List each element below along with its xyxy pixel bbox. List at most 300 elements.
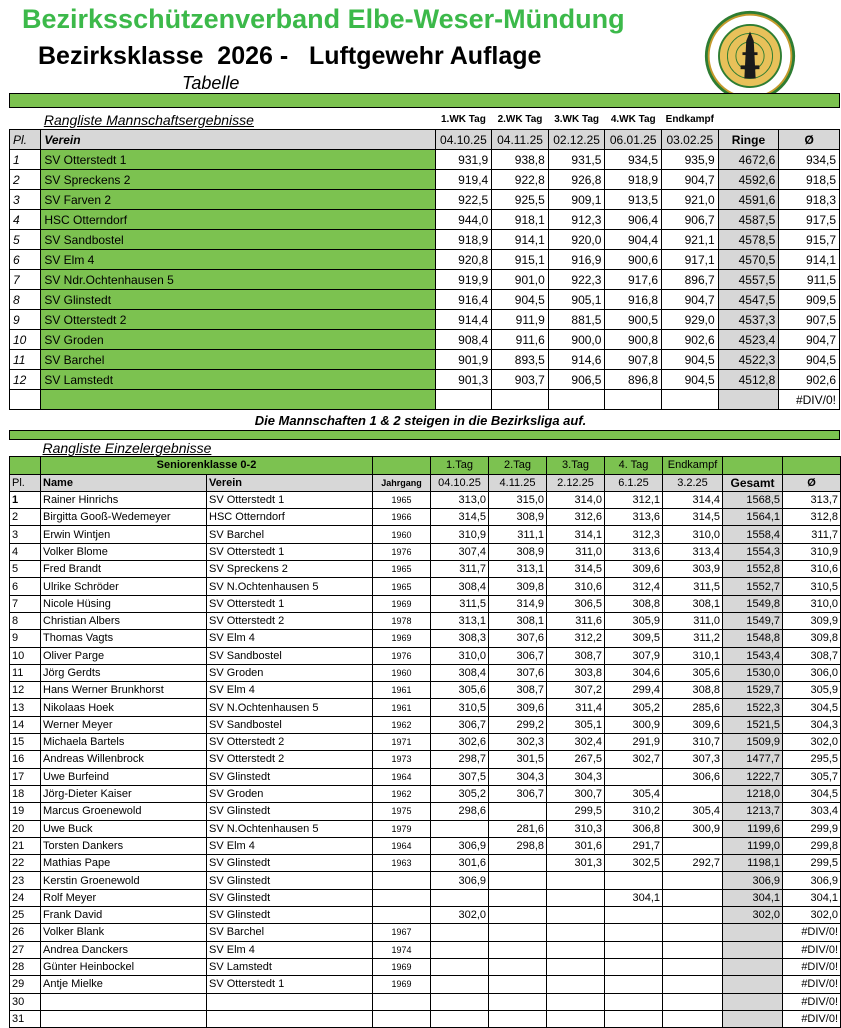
name-cell: Werner Meyer [41, 716, 207, 733]
score-cell: 911,9 [492, 310, 549, 330]
score-cell: 302,3 [489, 734, 547, 751]
year-cell: 1964 [373, 837, 431, 854]
place-cell: 12 [10, 370, 41, 390]
score-cell: 906,7 [662, 210, 719, 230]
score-cell: 302,4 [547, 734, 605, 751]
total-cell [723, 1010, 783, 1027]
year-cell: 1971 [373, 734, 431, 751]
year-cell: 1969 [373, 595, 431, 612]
score-cell: 301,3 [547, 855, 605, 872]
single-header-row [10, 474, 841, 491]
score-cell: 314,5 [547, 561, 605, 578]
club-cell: SV Otterstedt 2 [207, 612, 373, 629]
place-cell: 1 [10, 150, 41, 170]
table-row [10, 270, 840, 290]
score-cell: 881,5 [548, 310, 605, 330]
total-cell: 1477,7 [723, 751, 783, 768]
score-cell: 308,9 [489, 543, 547, 560]
year-cell: 1974 [373, 941, 431, 958]
org-title: Bezirksschützenverband Elbe-Weser-Mündung [22, 4, 625, 34]
avg-cell: 914,1 [779, 250, 840, 270]
score-cell: 312,2 [547, 630, 605, 647]
score-cell [547, 907, 605, 924]
single-ranking-table [9, 440, 841, 1028]
score-cell: 909,1 [548, 190, 605, 210]
place-cell: 6 [10, 578, 41, 595]
col-verein: Verein [41, 130, 435, 150]
club-cell: SV Otterstedt 1 [41, 150, 435, 170]
score-cell [489, 1010, 547, 1027]
place-cell [10, 390, 41, 410]
association-logo [703, 9, 797, 103]
table-row [10, 170, 840, 190]
col-date: 04.10.25 [435, 130, 492, 150]
avg-cell: #DIV/0! [783, 993, 841, 1010]
score-cell [663, 1010, 723, 1027]
club-cell: SV Barchel [207, 924, 373, 941]
total-cell [723, 941, 783, 958]
score-cell: 300,9 [605, 716, 663, 733]
name-cell: Erwin Wintjen [41, 526, 207, 543]
score-cell [489, 872, 547, 889]
score-cell [605, 976, 663, 993]
total-cell: 302,0 [723, 907, 783, 924]
avg-cell: #DIV/0! [783, 1010, 841, 1027]
score-cell [605, 872, 663, 889]
score-cell: 311,5 [431, 595, 489, 612]
score-cell [431, 1010, 489, 1027]
score-cell: 916,9 [548, 250, 605, 270]
place-cell: 7 [10, 595, 41, 612]
score-cell: 305,9 [605, 612, 663, 629]
score-cell: 310,9 [431, 526, 489, 543]
col-ringe: Ringe [718, 130, 779, 150]
score-cell: 301,6 [547, 837, 605, 854]
score-cell: 307,4 [431, 543, 489, 560]
name-cell: Günter Heinbockel [41, 958, 207, 975]
score-cell [489, 976, 547, 993]
table-row [10, 958, 841, 975]
year-cell [373, 993, 431, 1010]
team-header-row [10, 130, 840, 150]
avg-cell: 305,9 [783, 682, 841, 699]
place-cell: 10 [10, 647, 41, 664]
table-row [10, 924, 841, 941]
place-cell: 19 [10, 803, 41, 820]
score-cell: 901,3 [435, 370, 492, 390]
club-cell: SV Elm 4 [207, 682, 373, 699]
ringe-cell: 4591,6 [718, 190, 779, 210]
table-row [10, 941, 841, 958]
total-cell: 1549,7 [723, 612, 783, 629]
col-date: 03.02.25 [662, 130, 719, 150]
club-cell: SV Glinstedt [207, 855, 373, 872]
score-cell: 915,1 [492, 250, 549, 270]
name-cell [41, 1010, 207, 1027]
place-cell: 18 [10, 785, 41, 802]
score-cell [489, 907, 547, 924]
score-cell: 291,9 [605, 734, 663, 751]
place-cell: 20 [10, 820, 41, 837]
total-cell: 1564,1 [723, 509, 783, 526]
name-cell: Jörg Gerdts [41, 664, 207, 681]
club-cell: SV Otterstedt 2 [41, 310, 435, 330]
score-cell: 281,6 [489, 820, 547, 837]
score-cell: 313,1 [431, 612, 489, 629]
score-cell: 299,2 [489, 716, 547, 733]
score-cell [605, 390, 662, 410]
avg-cell: 306,9 [783, 872, 841, 889]
tag-label: 3.Tag [547, 457, 605, 474]
avg-cell: 904,5 [779, 350, 840, 370]
name-cell: Frank David [41, 907, 207, 924]
score-cell: 308,8 [605, 595, 663, 612]
col-avg: Ø [779, 130, 840, 150]
score-cell: 926,8 [548, 170, 605, 190]
club-cell: SV Groden [41, 330, 435, 350]
score-cell: 925,5 [492, 190, 549, 210]
year-cell: 1965 [373, 561, 431, 578]
place-cell: 23 [10, 872, 41, 889]
table-row [10, 716, 841, 733]
avg-cell: 299,8 [783, 837, 841, 854]
table-row [10, 561, 841, 578]
score-cell: 305,1 [547, 716, 605, 733]
table-row [10, 290, 840, 310]
tag-label: 2.Tag [489, 457, 547, 474]
club-cell: SV Sandbostel [207, 647, 373, 664]
avg-cell: 306,0 [783, 664, 841, 681]
score-cell [663, 976, 723, 993]
score-cell [605, 924, 663, 941]
place-cell: 2 [10, 170, 41, 190]
name-cell: Michaela Bartels [41, 734, 207, 751]
club-cell: SV Lamstedt [207, 958, 373, 975]
avg-cell: 304,1 [783, 889, 841, 906]
year-cell: 1967 [373, 924, 431, 941]
club-cell: SV Spreckens 2 [207, 561, 373, 578]
score-cell: 301,6 [431, 855, 489, 872]
table-row [10, 907, 841, 924]
score-cell: 306,7 [431, 716, 489, 733]
score-cell: 308,3 [431, 630, 489, 647]
tag-label: Endkampf [663, 457, 723, 474]
wk-label: 1.WK Tag [440, 114, 486, 125]
score-cell [547, 976, 605, 993]
table-row [10, 820, 841, 837]
table-row [10, 350, 840, 370]
place-cell: 17 [10, 768, 41, 785]
team-ranking-table [9, 110, 840, 410]
score-cell: 306,7 [489, 647, 547, 664]
score-cell [489, 855, 547, 872]
score-cell: 302,0 [431, 907, 489, 924]
score-cell: 916,4 [435, 290, 492, 310]
score-cell: 893,5 [492, 350, 549, 370]
year-cell: 1962 [373, 716, 431, 733]
table-row [10, 612, 841, 629]
table-row [10, 664, 841, 681]
score-cell: 313,0 [431, 491, 489, 508]
club-cell: SV Otterstedt 2 [207, 734, 373, 751]
score-cell: 299,4 [605, 682, 663, 699]
score-cell [431, 941, 489, 958]
avg-cell: #DIV/0! [783, 976, 841, 993]
col-name: Name [41, 474, 207, 491]
place-cell: 4 [10, 210, 41, 230]
single-class: Seniorenklasse 0-2 [41, 457, 373, 474]
score-cell: 307,5 [431, 768, 489, 785]
ringe-cell: 4570,5 [718, 250, 779, 270]
single-caption-row [10, 440, 841, 457]
score-cell [605, 1010, 663, 1027]
score-cell: 311,0 [663, 612, 723, 629]
total-cell: 1543,4 [723, 647, 783, 664]
total-cell: 1558,4 [723, 526, 783, 543]
score-cell: 913,5 [605, 190, 662, 210]
club-cell: SV Sandbostel [207, 716, 373, 733]
score-cell [663, 941, 723, 958]
score-cell: 919,9 [435, 270, 492, 290]
place-cell: 25 [10, 907, 41, 924]
col-date: 3.2.25 [663, 474, 723, 491]
score-cell: 917,1 [662, 250, 719, 270]
year-cell: 1976 [373, 647, 431, 664]
score-cell [489, 889, 547, 906]
table-row [10, 976, 841, 993]
total-cell [723, 924, 783, 941]
club-cell: SV Elm 4 [207, 630, 373, 647]
score-cell: 310,3 [547, 820, 605, 837]
place-cell: 3 [10, 190, 41, 210]
score-cell: 267,5 [547, 751, 605, 768]
club-cell: SV Glinstedt [207, 872, 373, 889]
place-cell: 29 [10, 976, 41, 993]
score-cell: 900,8 [605, 330, 662, 350]
name-cell: Rainer Hinrichs [41, 491, 207, 508]
score-cell [605, 941, 663, 958]
score-cell: 306,8 [605, 820, 663, 837]
score-cell [663, 837, 723, 854]
avg-cell: #DIV/0! [783, 958, 841, 975]
club-cell: SV Otterstedt 1 [207, 543, 373, 560]
score-cell [489, 993, 547, 1010]
score-cell: 900,6 [605, 250, 662, 270]
col-pl: Pl. [10, 130, 41, 150]
place-cell: 11 [10, 664, 41, 681]
score-cell: 904,5 [662, 370, 719, 390]
year-cell [373, 1010, 431, 1027]
total-cell: 1568,5 [723, 491, 783, 508]
avg-cell: 304,5 [783, 785, 841, 802]
score-cell: 307,3 [663, 751, 723, 768]
avg-cell: 309,8 [783, 630, 841, 647]
place-cell: 2 [10, 509, 41, 526]
avg-cell: 305,7 [783, 768, 841, 785]
avg-cell: 295,5 [783, 751, 841, 768]
score-cell: 916,8 [605, 290, 662, 310]
table-row [10, 230, 840, 250]
year-cell: 1960 [373, 526, 431, 543]
col-date: 02.12.25 [548, 130, 605, 150]
table-row [10, 647, 841, 664]
col-jahrgang: Jahrgang [373, 474, 431, 491]
club-cell: SV Barchel [207, 526, 373, 543]
year-cell: 1969 [373, 630, 431, 647]
name-cell: Fred Brandt [41, 561, 207, 578]
name-cell: Rolf Meyer [41, 889, 207, 906]
ringe-cell: 4578,5 [718, 230, 779, 250]
table-row [10, 855, 841, 872]
score-cell: 308,7 [489, 682, 547, 699]
col-date: 4.11.25 [489, 474, 547, 491]
top-green-bar [9, 93, 840, 108]
score-cell [663, 872, 723, 889]
name-cell: Andreas Willenbrock [41, 751, 207, 768]
score-cell: 920,8 [435, 250, 492, 270]
score-cell: 901,9 [435, 350, 492, 370]
score-cell: 312,3 [605, 526, 663, 543]
score-cell [663, 993, 723, 1010]
place-cell: 9 [10, 310, 41, 330]
total-cell: 1522,3 [723, 699, 783, 716]
avg-cell: 918,3 [779, 190, 840, 210]
score-cell [663, 958, 723, 975]
score-cell: 309,6 [605, 561, 663, 578]
name-cell: Nikolaas Hoek [41, 699, 207, 716]
score-cell: 311,2 [663, 630, 723, 647]
col-date: 2.12.25 [547, 474, 605, 491]
score-cell: 305,4 [605, 785, 663, 802]
avg-cell: 299,5 [783, 855, 841, 872]
total-cell: 1199,0 [723, 837, 783, 854]
club-cell [207, 993, 373, 1010]
year-cell: 1963 [373, 855, 431, 872]
score-cell: 310,5 [431, 699, 489, 716]
avg-cell: 907,5 [779, 310, 840, 330]
score-cell: 938,8 [492, 150, 549, 170]
place-cell: 13 [10, 699, 41, 716]
club-cell [207, 1010, 373, 1027]
table-row [10, 699, 841, 716]
score-cell: 919,4 [435, 170, 492, 190]
ringe-cell [718, 390, 779, 410]
total-cell: 1554,3 [723, 543, 783, 560]
name-cell: Birgitta Gooß-Wedemeyer [41, 509, 207, 526]
col-gesamt: Gesamt [723, 474, 783, 491]
score-cell: 904,7 [662, 290, 719, 310]
name-cell: Volker Blome [41, 543, 207, 560]
club-cell: SV Farven 2 [41, 190, 435, 210]
score-cell: 298,7 [431, 751, 489, 768]
score-cell: 299,5 [547, 803, 605, 820]
table-row [10, 190, 840, 210]
score-cell [431, 993, 489, 1010]
total-cell: 1548,8 [723, 630, 783, 647]
avg-cell: #DIV/0! [783, 924, 841, 941]
table-row [10, 682, 841, 699]
ringe-cell: 4523,4 [718, 330, 779, 350]
page-subtitle: Tabelle [182, 73, 240, 93]
avg-cell: #DIV/0! [779, 390, 840, 410]
place-cell: 11 [10, 350, 41, 370]
name-cell: Jörg-Dieter Kaiser [41, 785, 207, 802]
avg-cell: 902,6 [779, 370, 840, 390]
score-cell: 929,0 [662, 310, 719, 330]
score-cell: 303,8 [547, 664, 605, 681]
avg-cell: 313,7 [783, 491, 841, 508]
score-cell: 307,2 [547, 682, 605, 699]
score-cell: 305,2 [431, 785, 489, 802]
col-date: 04.10.25 [431, 474, 489, 491]
place-cell: 15 [10, 734, 41, 751]
name-cell: Mathias Pape [41, 855, 207, 872]
wk-label: Endkampf [665, 114, 714, 125]
score-cell [489, 941, 547, 958]
name-cell: Hans Werner Brunkhorst [41, 682, 207, 699]
year-cell: 1969 [373, 958, 431, 975]
score-cell [547, 941, 605, 958]
score-cell: 896,8 [605, 370, 662, 390]
score-cell: 304,3 [547, 768, 605, 785]
score-cell: 314,4 [663, 491, 723, 508]
avg-cell: 915,7 [779, 230, 840, 250]
score-cell [547, 993, 605, 1010]
score-cell: 306,9 [431, 872, 489, 889]
total-cell: 1222,7 [723, 768, 783, 785]
middle-green-bar [9, 430, 840, 440]
name-cell: Antje Mielke [41, 976, 207, 993]
table-row [10, 768, 841, 785]
total-cell: 1218,0 [723, 785, 783, 802]
score-cell: 305,6 [431, 682, 489, 699]
score-cell: 300,9 [663, 820, 723, 837]
score-cell: 302,7 [605, 751, 663, 768]
year-cell: 1965 [373, 491, 431, 508]
wk-label: 3.WK Tag [554, 114, 600, 125]
tag-label: 4. Tag [605, 457, 663, 474]
name-cell: Oliver Parge [41, 647, 207, 664]
avg-cell: 299,9 [783, 820, 841, 837]
score-cell [547, 1010, 605, 1027]
avg-cell: 311,7 [783, 526, 841, 543]
total-cell: 1199,6 [723, 820, 783, 837]
avg-cell: 918,5 [779, 170, 840, 190]
ringe-cell: 4537,3 [718, 310, 779, 330]
score-cell: 914,1 [492, 230, 549, 250]
score-cell [605, 907, 663, 924]
avg-cell: 934,5 [779, 150, 840, 170]
table-row [10, 993, 841, 1010]
score-cell: 285,6 [663, 699, 723, 716]
col-pl: Pl. [10, 474, 41, 491]
place-cell: 12 [10, 682, 41, 699]
score-cell: 311,4 [547, 699, 605, 716]
name-cell [41, 993, 207, 1010]
score-cell [663, 924, 723, 941]
table-row [10, 491, 841, 508]
avg-cell: 310,9 [783, 543, 841, 560]
club-cell: SV Elm 4 [207, 837, 373, 854]
team-caption: Rangliste Mannschaftsergebnisse [43, 111, 254, 128]
score-cell [605, 768, 663, 785]
table-row [10, 310, 840, 330]
avg-cell: 303,4 [783, 803, 841, 820]
score-cell: 944,0 [435, 210, 492, 230]
total-cell: 1198,1 [723, 855, 783, 872]
club-cell: SV Otterstedt 2 [207, 751, 373, 768]
table-row [10, 751, 841, 768]
